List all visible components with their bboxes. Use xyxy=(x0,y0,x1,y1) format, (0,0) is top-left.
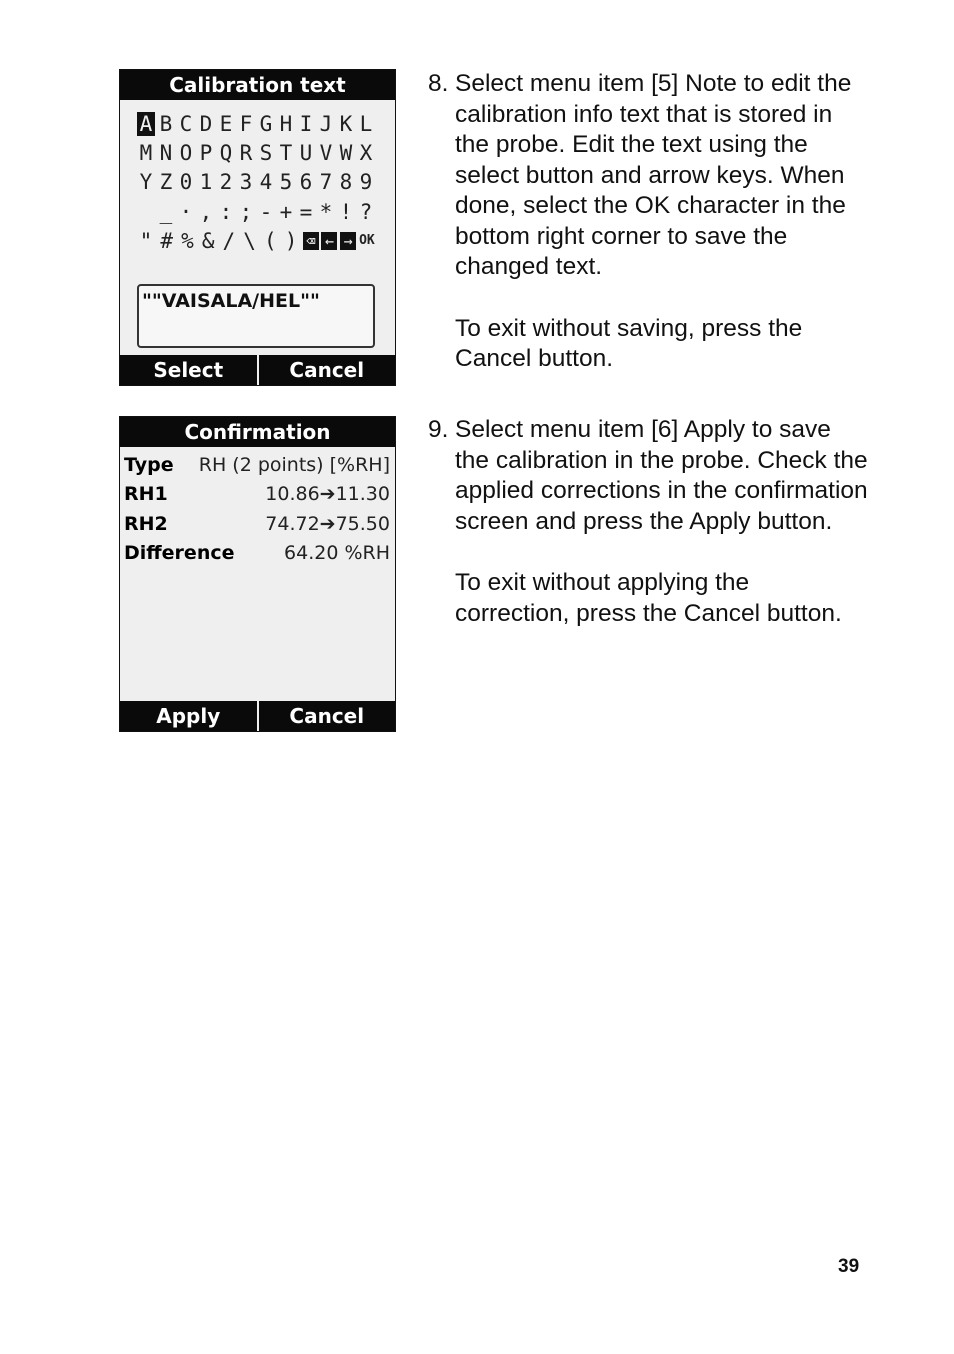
char-row-2 xyxy=(137,139,375,167)
char-key[interactable]: 3 xyxy=(239,170,253,194)
ok-char-key[interactable]: OK xyxy=(359,233,375,248)
char-key[interactable]: = xyxy=(299,200,313,224)
char-key[interactable]: O xyxy=(179,141,193,165)
text-run: to save the calibration in the probe. Check the applied corrections in the confirmation screen and press the Apply button. xyxy=(455,416,868,535)
char-key[interactable]: J xyxy=(319,112,333,136)
char-key[interactable]: + xyxy=(279,200,293,224)
char-key[interactable]: / xyxy=(222,229,236,253)
char-key[interactable]: C xyxy=(179,112,193,136)
apply-button[interactable]: Apply xyxy=(120,701,259,731)
char-key[interactable]: ) xyxy=(284,229,298,253)
cancel-button[interactable]: Cancel xyxy=(289,358,365,382)
char-key[interactable]: X xyxy=(359,141,373,165)
confirmation-screen xyxy=(119,416,396,732)
char-key[interactable]: N xyxy=(159,141,173,165)
button-ref: Cancel xyxy=(455,345,532,372)
menu-item-ref: [5] Note xyxy=(651,70,737,97)
char-row-4 xyxy=(137,198,375,226)
char-key[interactable]: D xyxy=(199,112,213,136)
char-key[interactable]: & xyxy=(201,229,215,253)
row-label: Type xyxy=(124,453,174,476)
row-value: 64.20 %RH xyxy=(284,541,390,564)
char-row-5 xyxy=(137,227,375,255)
step-8-instruction xyxy=(455,69,868,283)
char-key[interactable]: 5 xyxy=(279,170,293,194)
confirm-row-difference xyxy=(124,538,390,567)
menu-item-ref: [6] Apply xyxy=(651,416,746,443)
text-run: button. xyxy=(531,345,613,372)
row-value: 74.72➔75.50 xyxy=(265,512,390,535)
char-key[interactable]: R xyxy=(239,141,253,165)
char-key[interactable]: Q xyxy=(219,141,233,165)
screen-title: Calibration text xyxy=(120,70,395,100)
softkey-bar xyxy=(120,701,395,731)
page-number: 39 xyxy=(838,1256,860,1277)
step-8 xyxy=(428,69,868,375)
text-run: button. xyxy=(760,599,842,627)
char-key[interactable]: B xyxy=(159,112,173,136)
char-key[interactable]: _ xyxy=(159,200,173,224)
text-run: To exit without applying the correction, press the xyxy=(455,569,750,627)
row-value: 10.86➔11.30 xyxy=(265,482,390,505)
char-key[interactable]: - xyxy=(259,200,273,224)
cancel-button[interactable]: Cancel xyxy=(289,704,365,728)
step-number: 8. xyxy=(428,70,449,97)
char-key[interactable]: 4 xyxy=(259,170,273,194)
calibration-text-screen xyxy=(119,69,396,386)
confirm-row-rh1 xyxy=(124,479,390,508)
char-key[interactable]: K xyxy=(339,112,353,136)
confirm-row-type xyxy=(124,450,390,479)
char-key[interactable]: V xyxy=(319,141,333,165)
char-key[interactable]: I xyxy=(299,112,313,136)
char-row-1 xyxy=(137,110,375,138)
char-key[interactable]: L xyxy=(359,112,373,136)
char-key[interactable]: · xyxy=(179,200,193,224)
char-key[interactable]: 6 xyxy=(299,170,313,194)
row-label: RH2 xyxy=(124,512,168,535)
select-button[interactable]: Select xyxy=(120,355,259,385)
char-key[interactable]: P xyxy=(199,141,213,165)
char-key[interactable]: 1 xyxy=(199,170,213,194)
char-key[interactable]: " xyxy=(139,229,153,253)
step-number: 9. xyxy=(428,416,449,443)
char-key[interactable]: G xyxy=(259,112,273,136)
text-run: Select menu item xyxy=(455,70,652,97)
char-key[interactable]: ; xyxy=(239,200,253,224)
row-value: RH (2 points) [%RH] xyxy=(198,453,390,476)
backspace-icon[interactable]: ⌫ xyxy=(303,232,319,250)
char-key[interactable]: * xyxy=(319,200,333,224)
char-key[interactable]: W xyxy=(339,141,353,165)
char-key[interactable]: F xyxy=(239,112,253,136)
char-key[interactable]: H xyxy=(279,112,293,136)
char-key[interactable]: % xyxy=(181,229,194,253)
arrow-left-icon[interactable]: ← xyxy=(321,232,337,250)
char-key[interactable]: Z xyxy=(159,170,173,194)
row-label: RH1 xyxy=(124,482,168,505)
char-key[interactable]: \ xyxy=(243,229,256,253)
char-key[interactable]: A xyxy=(137,112,155,136)
arrow-right-icon[interactable]: → xyxy=(340,232,356,250)
char-key[interactable]: ! xyxy=(339,200,353,224)
char-key[interactable]: E xyxy=(219,112,233,136)
text-run: Select menu item xyxy=(455,416,652,443)
step-9-exit-note xyxy=(455,568,868,629)
char-key[interactable]: , xyxy=(199,200,213,224)
char-key[interactable]: Y xyxy=(139,170,153,194)
char-key[interactable]: S xyxy=(259,141,273,165)
char-key[interactable]: M xyxy=(139,141,153,165)
button-ref: Cancel xyxy=(683,599,761,627)
char-key[interactable]: U xyxy=(299,141,313,165)
row-label: Difference xyxy=(124,541,235,564)
calibration-text-field[interactable]: ""VAISALA/HEL"" xyxy=(137,284,375,348)
text-run: to edit the calibration info text that is stored in the probe. Edit the text using the select button and arrow keys. When done, select the OK character in the bottom right corner to save the changed text. xyxy=(455,70,852,280)
char-key[interactable]: 0 xyxy=(179,170,193,194)
char-key[interactable]: ( xyxy=(263,229,277,253)
confirm-row-rh2 xyxy=(124,509,390,538)
step-8-exit-note xyxy=(455,314,868,375)
char-key[interactable]: : xyxy=(219,200,233,224)
char-key[interactable]: T xyxy=(279,141,293,165)
char-row-3 xyxy=(137,168,375,196)
char-key[interactable]: 8 xyxy=(339,170,353,194)
char-key[interactable]: 7 xyxy=(319,170,333,194)
char-key[interactable]: # xyxy=(160,229,174,253)
char-key[interactable]: ? xyxy=(359,200,373,224)
char-key[interactable]: 2 xyxy=(219,170,233,194)
char-key[interactable]: 9 xyxy=(359,170,373,194)
step-9-instruction xyxy=(455,415,868,537)
step-9 xyxy=(428,415,868,629)
softkey-bar xyxy=(120,355,395,385)
screen-title: Confirmation xyxy=(120,417,395,447)
text-run: To exit without saving, press the xyxy=(455,314,803,342)
